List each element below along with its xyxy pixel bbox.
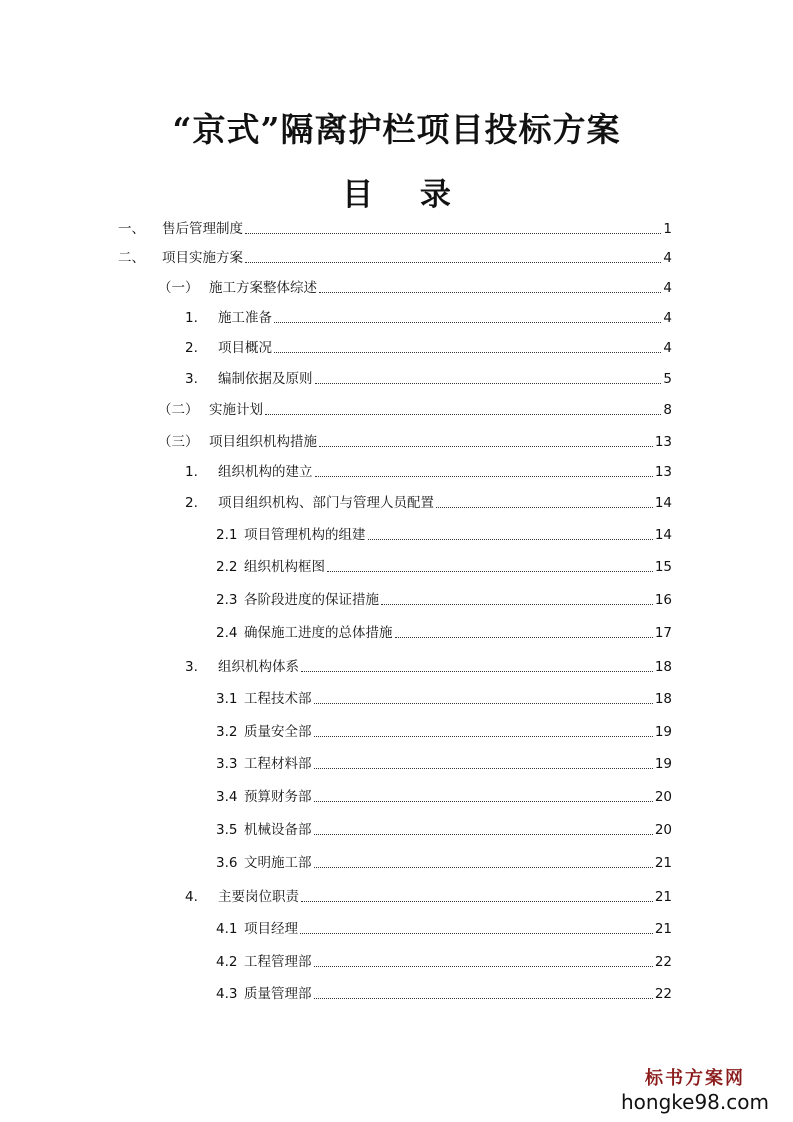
toc-entry[interactable] (185, 492, 672, 514)
toc-entry-page: 21 (654, 889, 672, 905)
toc-entry[interactable] (216, 753, 672, 775)
toc-leader-dots (301, 671, 653, 672)
toc-heading: 目 录 (342, 177, 469, 213)
toc-entry-title: 组织机构框图 (244, 559, 325, 575)
toc-entry-page: 5 (663, 371, 672, 387)
toc-entry-page: 8 (663, 402, 672, 418)
toc-entry-title: 编制依据及原则 (218, 371, 313, 387)
toc-entry-title: 施工方案整体综述 (209, 280, 317, 296)
toc-entry-number: （二） (158, 402, 199, 418)
toc-entry-title: 项目实施方案 (162, 250, 243, 266)
toc-entry-title: 文明施工部 (244, 855, 312, 871)
toc-entry-page: 16 (654, 592, 672, 608)
toc-entry-page: 22 (654, 986, 672, 1002)
toc-entry-page: 20 (654, 789, 672, 805)
toc-entry-number: 4.3 (216, 986, 238, 1002)
toc-entry-number: 2.4 (216, 625, 238, 641)
toc-entry-number: 二、 (118, 250, 145, 266)
toc-entry-page: 4 (663, 250, 672, 266)
toc-entry-number: 3.5 (216, 822, 238, 838)
toc-entry[interactable] (216, 524, 672, 546)
toc-entry[interactable] (185, 656, 672, 678)
toc-entry[interactable] (158, 277, 672, 299)
toc-entry-page: 15 (654, 559, 672, 575)
toc-entry-page: 21 (654, 921, 672, 937)
toc-entry[interactable] (185, 368, 672, 390)
toc-leader-dots (315, 476, 653, 477)
toc-entry-page: 1 (663, 221, 672, 237)
toc-entry-title: 施工准备 (218, 310, 272, 326)
toc-leader-dots (314, 834, 653, 835)
toc-entry-page: 17 (654, 625, 672, 641)
toc-entry[interactable] (118, 247, 672, 269)
toc-entry-page: 21 (654, 855, 672, 871)
toc-leader-dots (274, 322, 661, 323)
toc-entry-page: 18 (654, 659, 672, 675)
toc-entry-page: 13 (654, 464, 672, 480)
toc-entry[interactable] (216, 983, 672, 1005)
toc-leader-dots (368, 539, 653, 540)
toc-leader-dots (314, 966, 653, 967)
toc-entry-title: 实施计划 (209, 402, 263, 418)
document-title: “京式”隔离护栏项目投标方案 (172, 110, 621, 149)
toc-entry-title: 机械设备部 (244, 822, 312, 838)
watermark-logo (615, 1068, 775, 1114)
toc-entry-number: 4.2 (216, 954, 238, 970)
toc-entry-title: 项目概况 (218, 340, 272, 356)
toc-entry[interactable] (185, 337, 672, 359)
toc-entry-page: 18 (654, 691, 672, 707)
toc-entry[interactable] (216, 721, 672, 743)
toc-entry-number: 3.2 (216, 724, 238, 740)
toc-entry-number: 3.6 (216, 855, 238, 871)
toc-entry-number: （一） (158, 280, 199, 296)
toc-leader-dots (245, 262, 661, 263)
toc-leader-dots (314, 768, 653, 769)
toc-entry-number: 2. (185, 340, 198, 356)
toc-entry-title: 组织机构的建立 (218, 464, 313, 480)
toc-entry-number: 2.3 (216, 592, 238, 608)
toc-entry-number: 3. (185, 371, 198, 387)
toc-entry[interactable] (158, 431, 672, 453)
toc-entry-page: 19 (654, 724, 672, 740)
toc-entry[interactable] (216, 622, 672, 644)
toc-entry-page: 4 (663, 280, 672, 296)
toc-entry-title: 各阶段进度的保证措施 (244, 592, 379, 608)
toc-leader-dots (315, 383, 662, 384)
toc-entry[interactable] (216, 852, 672, 874)
toc-leader-dots (319, 292, 661, 293)
toc-entry[interactable] (185, 461, 672, 483)
toc-entry-title: 质量安全部 (244, 724, 312, 740)
toc-entry-number: 2.2 (216, 559, 238, 575)
toc-entry-number: 一、 (118, 221, 145, 237)
toc-entry[interactable] (216, 589, 672, 611)
toc-leader-dots (314, 801, 653, 802)
toc-entry-title: 项目经理 (244, 921, 298, 937)
toc-entry[interactable] (216, 918, 672, 940)
toc-leader-dots (395, 637, 653, 638)
toc-leader-dots (314, 867, 653, 868)
toc-leader-dots (327, 571, 653, 572)
toc-leader-dots (319, 446, 653, 447)
toc-leader-dots (314, 998, 653, 999)
toc-entry-number: 1. (185, 310, 198, 326)
toc-entry-number: 3. (185, 659, 198, 675)
toc-entry[interactable] (216, 556, 672, 578)
toc-entry[interactable] (216, 951, 672, 973)
toc-entry-title: 项目组织机构、部门与管理人员配置 (218, 495, 434, 511)
toc-entry-page: 22 (654, 954, 672, 970)
toc-entry-number: 4. (185, 889, 198, 905)
toc-entry-title: 项目管理机构的组建 (244, 527, 366, 543)
toc-entry-title: 工程管理部 (244, 954, 312, 970)
toc-entry-title: 质量管理部 (244, 986, 312, 1002)
toc-entry-number: 3.3 (216, 756, 238, 772)
toc-entry[interactable] (185, 307, 672, 329)
toc-entry-number: 2. (185, 495, 198, 511)
toc-leader-dots (274, 352, 661, 353)
toc-entry-title: 工程技术部 (244, 691, 312, 707)
toc-entry-title: 工程材料部 (244, 756, 312, 772)
toc-entry-page: 20 (654, 822, 672, 838)
toc-entry[interactable] (158, 399, 672, 421)
toc-entry-title: 确保施工进度的总体措施 (244, 625, 393, 641)
toc-entry-title: 主要岗位职责 (218, 889, 299, 905)
toc-entry-page: 13 (654, 434, 672, 450)
toc-entry[interactable] (216, 819, 672, 841)
toc-entry-number: 4.1 (216, 921, 238, 937)
toc-entry-page: 14 (654, 527, 672, 543)
toc-entry-number: （三） (158, 434, 199, 450)
toc-entry[interactable] (185, 886, 672, 908)
toc-leader-dots (314, 703, 653, 704)
toc-entry-number: 1. (185, 464, 198, 480)
toc-entry[interactable] (216, 688, 672, 710)
toc-leader-dots (265, 414, 661, 415)
toc-entry[interactable] (216, 786, 672, 808)
toc-leader-dots (314, 736, 653, 737)
toc-leader-dots (300, 933, 653, 934)
toc-entry-number: 2.1 (216, 527, 238, 543)
toc-entry-page: 4 (663, 310, 672, 326)
watermark-url: hongke98.com (621, 1090, 769, 1114)
toc-entry-title: 项目组织机构措施 (209, 434, 317, 450)
toc-entry-title: 预算财务部 (244, 789, 312, 805)
toc-leader-dots (381, 604, 653, 605)
toc-entry[interactable] (118, 218, 672, 240)
toc-leader-dots (436, 507, 653, 508)
toc-entry-title: 组织机构体系 (218, 659, 299, 675)
watermark-name: 标书方案网 (645, 1068, 745, 1089)
toc-entry-page: 4 (663, 340, 672, 356)
toc-entry-page: 14 (654, 495, 672, 511)
toc-entry-title: 售后管理制度 (162, 221, 243, 237)
toc-entry-number: 3.4 (216, 789, 238, 805)
toc-entry-page: 19 (654, 756, 672, 772)
toc-leader-dots (301, 901, 653, 902)
toc-entry-number: 3.1 (216, 691, 238, 707)
toc-leader-dots (245, 233, 661, 234)
